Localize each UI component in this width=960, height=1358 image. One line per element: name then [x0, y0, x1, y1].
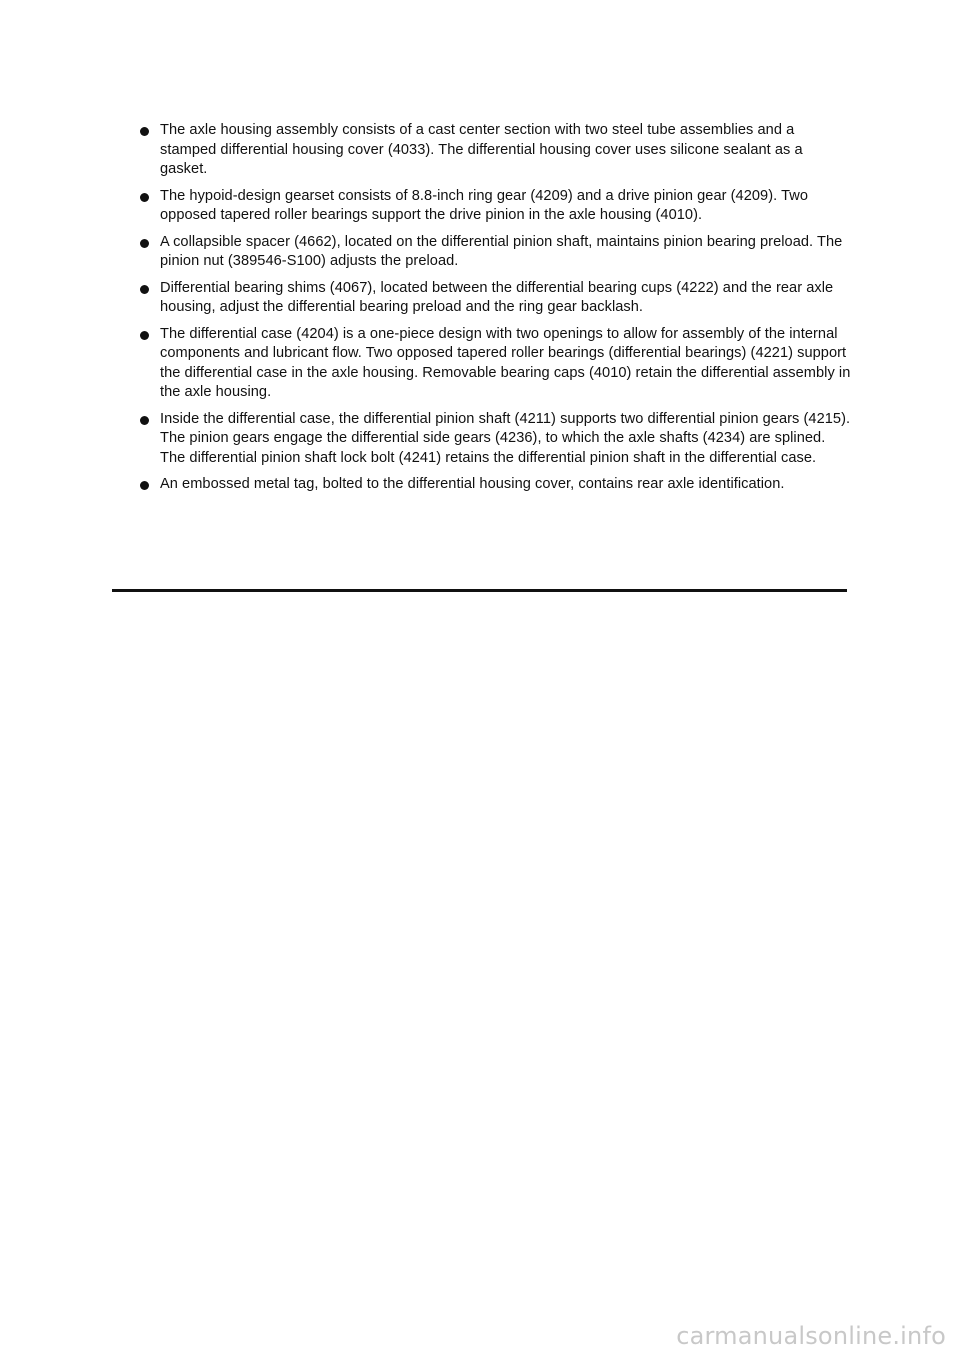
bullet-icon [140, 416, 149, 425]
bullet-icon [140, 127, 149, 136]
list-item [136, 187, 852, 226]
bullet-text: A collapsible spacer (4662), located on the differential pinion shaft, maintains pinion bearing preload. The pinion nut (389546-S100) adjusts the preload. [160, 233, 843, 269]
bullet-text: The axle housing assembly consists of a cast center section with two steel tube assemblies and a stamped differential housing cover (4033). The differential housing cover uses silicone sealant as a gasket. [160, 122, 803, 177]
bullet-text: Inside the differential case, the differential pinion shaft (4211) supports two differential pinion gears (4215). The pinion gears engage the differential side gears (4236), to which the axle shafts (4234) are splined. The differential pinion shaft lock bolt (4241) retains the differential pinion shaft in the differential case. [160, 410, 851, 466]
list-item [136, 233, 852, 272]
bullet-text: The differential case (4204) is a one-piece design with two openings to allow for assembly of the internal components and lubricant flow. Two opposed tapered roller bearings (differential bearings) (4221) support the differential case in the axle housing. Removable bearing caps (4010) retain the differential assembly in the axle housing. [160, 325, 851, 400]
list-item [136, 410, 852, 469]
list-item [136, 325, 852, 403]
bullet-icon [140, 285, 149, 294]
horizontal-rule [112, 589, 847, 592]
list-item [136, 475, 852, 495]
watermark: carmanualsonline.info [676, 1322, 946, 1350]
bullet-icon [140, 331, 149, 340]
bullet-text: An embossed metal tag, bolted to the differential housing cover, contains rear axle identification. [160, 476, 785, 492]
bullet-text: The hypoid-design gearset consists of 8.8-inch ring gear (4209) and a drive pinion gear (4209). Two opposed tapered roller bearings support the drive pinion in the axle housing (4010). [160, 187, 808, 223]
list-item [136, 279, 852, 318]
bullet-list [136, 121, 852, 502]
bullet-text: Differential bearing shims (4067), located between the differential bearing cups (4222) and the rear axle housing, adjust the differential bearing preload and the ring gear backlash. [160, 279, 834, 315]
bullet-icon [140, 239, 149, 248]
list-item [136, 121, 852, 180]
bullet-icon [140, 481, 149, 490]
bullet-icon [140, 193, 149, 202]
